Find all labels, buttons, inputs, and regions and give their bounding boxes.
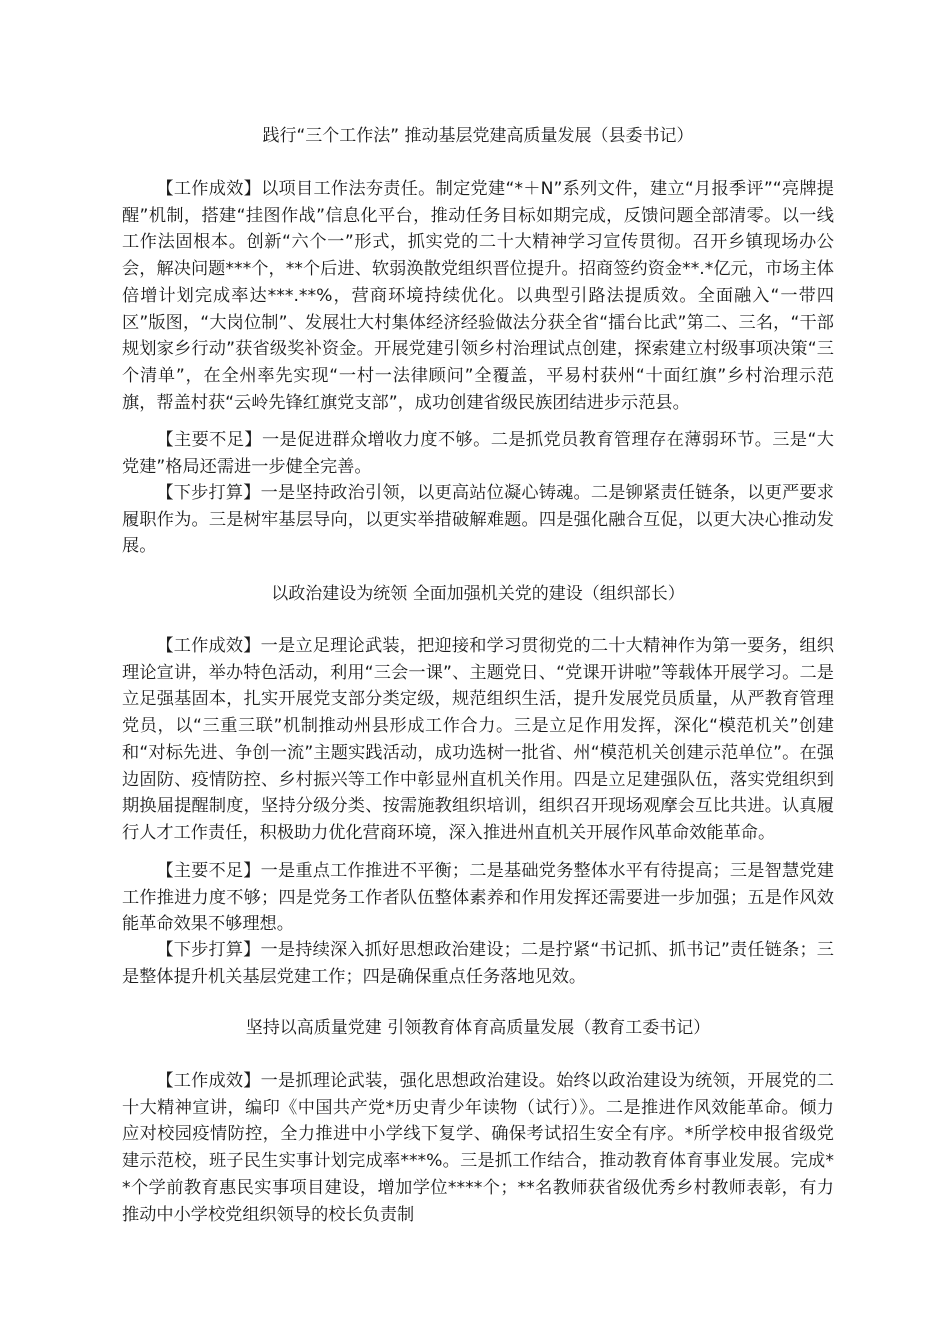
section-1-shortcomings: 【主要不足】一是促进群众增收力度不够。二是抓党员教育管理存在薄弱环节。三是“大党建”格局还需进一步健全完善。 [122,430,834,477]
section-2-title: 以政治建设为统领 全面加强机关党的建设（组织部长） [271,584,685,604]
section-2-shortcomings: 【主要不足】一是重点工作推进不平衡；二是基础党务整体水平有待提高；三是智慧党建工作推进力度不够；四是党务工作者队伍整体素养和作用发挥还需要进一步加强；五是作风效能革命效果不够理想。 [122,861,834,935]
section-1-achievements: 【工作成效】以项目工作法夯责任。制定党建“*＋N”系列文件，建立“月报季评”“亮牌提醒”机制，搭建“挂图作战”信息化平台，推动任务目标如期完成，反馈问题全部清零。以一线工作法固根本。创新“六个一”形式，抓实党的二十大精神学习宣传贯彻。召开乡镇现场办公会，解决问题***个，**个后进、软弱涣散党组织晋位提升。招商签约资金**.*亿元，市场主体倍增计划完成率达***.**%，营商环境持续优化。以典型引路法提质效。全面融入“一带四区”版图，“大岗位制”、发展壮大村集体经济经验做法分获全省“擂台比武”第二、三名，“干部规划家乡行动”获省级奖补资金。开展党建引领乡村治理试点创建，探索建立村级事项决策“三个清单”，在全州率先实现“一村一法律顾问”全覆盖，平易村获州“十面红旗”乡村治理示范旗，帮盖村获“云岭先锋红旗党支部”，成功创建省级民族团结进步示范县。 [122,179,834,413]
section-3-title: 坚持以高质量党建 引领教育体育高质量发展（教育工委书记） [245,1018,711,1038]
section-2-next-steps: 【下步打算】一是持续深入抓好思想政治建设；二是拧紧“书记抓、抓书记”责任链条；三是整体提升机关基层党建工作；四是确保重点任务落地见效。 [122,940,834,987]
section-1-title: 践行“三个工作法” 推动基层党建高质量发展（县委书记） [262,126,694,146]
section-3-achievements: 【工作成效】一是抓理论武装，强化思想政治建设。始终以政治建设为统领，开展党的二十大精神宣讲，编印《中国共产党*历史青少年读物（试行）》。二是推进作风效能革命。倾力应对校园疫情防控，全力推进中小学线下复学、确保考试招生安全有序。*所学校申报省级党建示范校，班子民生实事计划完成率***%。三是抓工作结合，推动教育体育事业发展。完成**个学前教育惠民实事项目建设，增加学位****个；**名教师获省级优秀乡村教师表彰，有力推动中小学校党组织领导的校长负责制 [122,1071,834,1225]
section-1-next-steps: 【下步打算】一是坚持政治引领，以更高站位凝心铸魂。二是铆紧责任链条，以更严要求履职作为。三是树牢基层导向，以更实举措破解难题。四是强化融合互促，以更大决心推动发展。 [122,483,834,557]
section-2-achievements: 【工作成效】一是立足理论武装，把迎接和学习贯彻党的二十大精神作为第一要务，组织理论宣讲，举办特色活动，利用“三会一课”、主题党日、“党课开讲啦”等载体开展学习。二是立足强基固本，扎实开展党支部分类定级，规范组织生活，提升发展党员质量，从严教育管理党员，以“三重三联”机制推动州县形成工作合力。三是立足作用发挥，深化“模范机关”创建和“对标先进、争创一流”主题实践活动，成功选树一批省、州“模范机关创建示范单位”。在强边固防、疫情防控、乡村振兴等工作中彰显州直机关作用。四是立足建强队伍，落实党组织到期换届提醒制度，坚持分级分类、按需施教组织培训，组织召开现场观摩会互比共进。认真履行人才工作责任，积极助力优化营商环境，深入推进州直机关开展作风革命效能革命。 [122,636,834,843]
